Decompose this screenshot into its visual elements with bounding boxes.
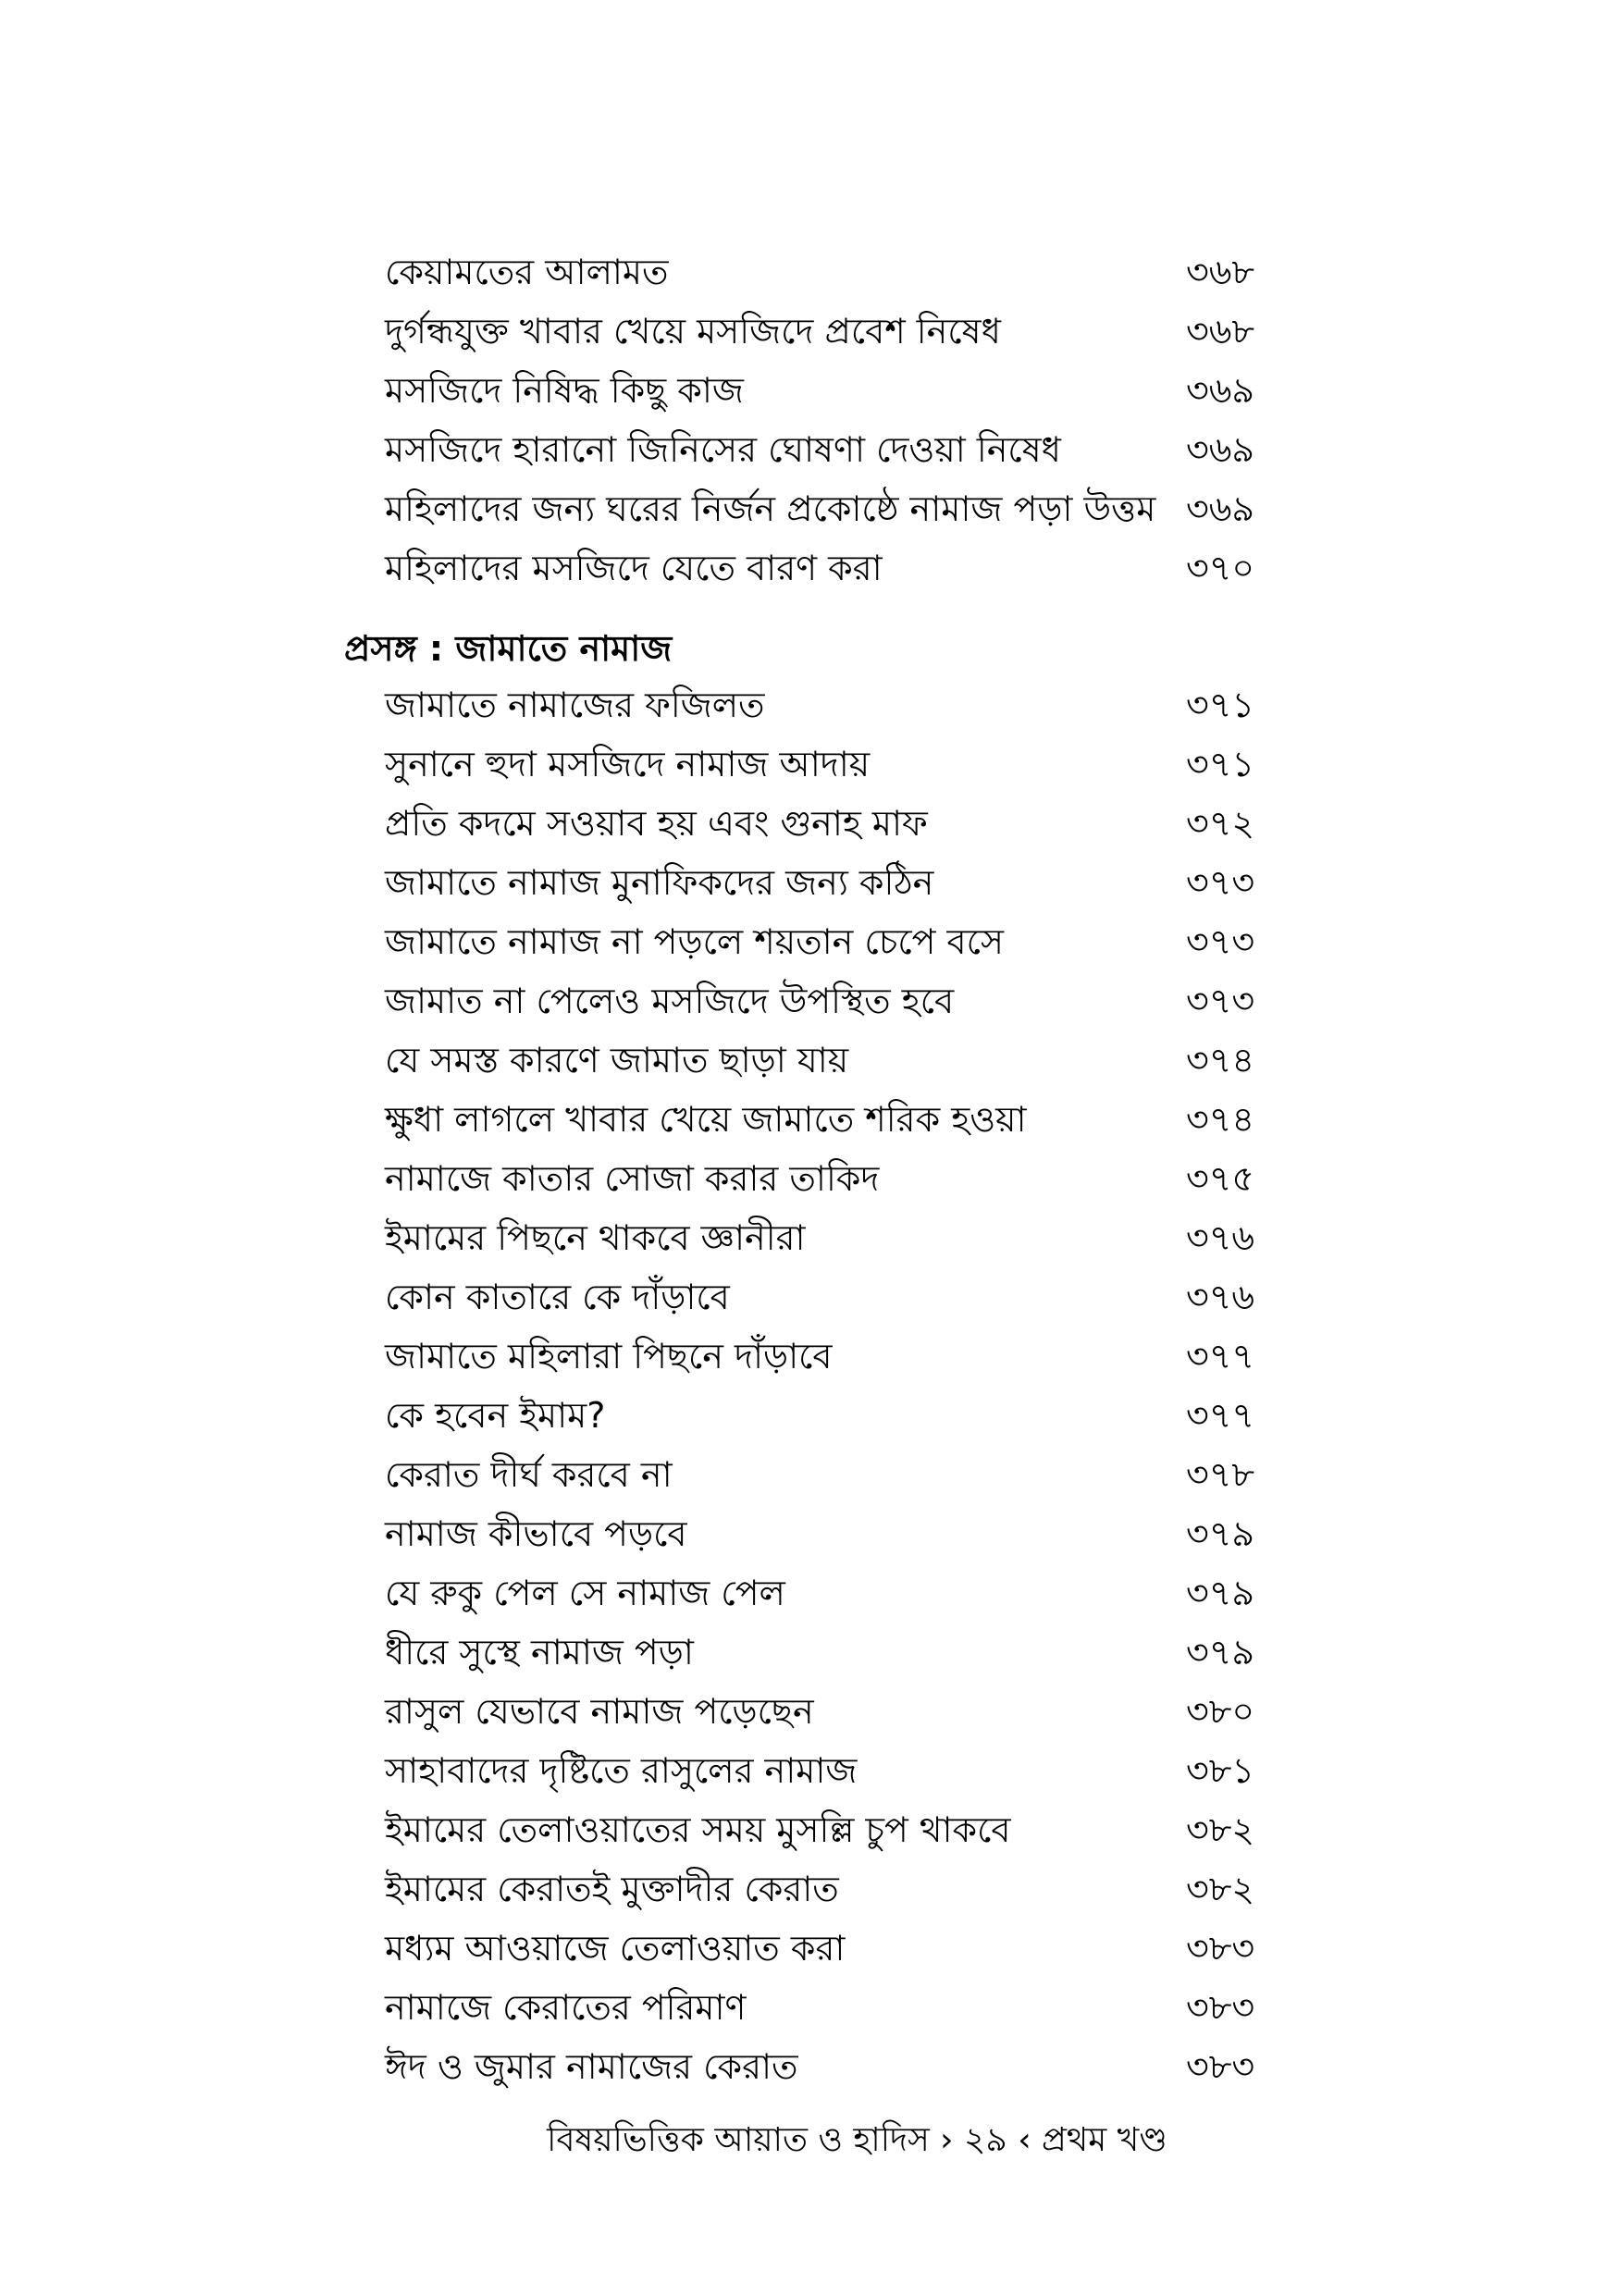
toc-entry-title: ইমামের তেলাওয়াতের সময় মুসল্লি চুপ থাকবে [385,1809,1011,1850]
toc-entry-title: যে রুকু পেল সে নামাজ পেল [385,1573,785,1613]
toc-entry-page: ৩৭২ [1186,803,1255,844]
toc-entry [0,1504,1618,1563]
toc-entry-title: নামাজে কাতার সোজা করার তাকিদ [385,1158,880,1199]
toc-entry-title: সুনানে হুদা মসজিদে নামাজ আদায় [385,744,871,784]
toc-entry-page: ৩৭৩ [1186,921,1255,962]
toc-entry [0,971,1618,1031]
toc-entry-page: ৩৭৯ [1186,1573,1255,1613]
toc-entry [0,1800,1618,1859]
toc-entry [0,1445,1618,1504]
toc-entry-title: মধ্যম আওয়াজে তেলাওয়াত করা [385,1928,846,1969]
footer-text: বিষয়ভিত্তিক আয়াত ও হাদিস › ২৯ ‹ প্রথম খণ্ড [547,2121,1167,2159]
toc-entry-page: ৩৮৩ [1186,1987,1255,2028]
toc-entry [0,853,1618,912]
toc-entry-title: প্রতি কদমে সওয়াব হয় এবং গুনাহ মাফ [385,803,928,844]
toc-entry-page: ৩৬৯ [1186,370,1255,411]
toc-entry [0,1919,1618,1978]
toc-entry [0,420,1618,479]
toc-entry-page: ৩৮৩ [1186,2046,1255,2087]
toc-entry-page: ৩৬৯ [1186,429,1255,470]
toc-entry-title: জামাতে নামাজের ফজিলত [385,685,765,725]
toc-entry-page: ৩৭৪ [1186,1099,1255,1140]
toc-entry [0,2037,1618,2096]
toc-entry [0,734,1618,794]
toc-entry-title: রাসুল যেভাবে নামাজ পড়েছেন [385,1691,814,1732]
toc-entry-page: ৩৭৩ [1186,981,1255,1021]
toc-entry [0,361,1618,420]
toc-entry [0,302,1618,361]
toc-entry-page: ৩৭৯ [1186,1513,1255,1554]
toc-entry-page: ৩৭১ [1186,685,1255,725]
toc-entry-page: ৩৮২ [1186,1869,1255,1909]
toc-entry-page: ৩৮২ [1186,1809,1255,1850]
toc-entry-title: দুর্গন্ধযুক্ত খাবার খেয়ে মসজিদে প্রবেশ নিষেধ [385,311,1001,352]
toc-entry-title: মসজিদে হারানো জিনিসের ঘোষণা দেওয়া নিষেধ [385,429,1061,470]
toc-entry-title: জামাত না পেলেও মসজিদে উপস্থিত হবে [385,981,955,1021]
toc-entry-title: জামাতে নামাজ না পড়লে শয়তান চেপে বসে [385,921,1005,962]
toc-entry [0,1978,1618,2037]
toc-entry-title: ইমামের কেরাতই মুক্তাদীর কেরাত [385,1869,839,1909]
toc-entry-title: ধীরে সুস্থে নামাজ পড়া [385,1632,694,1673]
toc-entry-title: কে হবেন ইমাম? [385,1395,606,1436]
toc-entry-title: ঈদ ও জুমার নামাজের কেরাত [385,2046,798,2087]
toc-entry [0,1031,1618,1090]
toc-entry-title: নামাজ কীভাবে পড়বে [385,1513,687,1554]
toc-entry-page: ৩৬৮ [1186,252,1255,292]
toc-entry [0,1682,1618,1741]
toc-entry-title: ক্ষুধা লাগলে খাবার খেয়ে জামাতে শরিক হওয়া [385,1099,1027,1140]
toc-entry-title: ইমামের পিছনে থাকবে জ্ঞানীরা [385,1217,806,1258]
toc-entry [0,1623,1618,1682]
toc-entry [0,242,1618,302]
toc-entry [0,1563,1618,1623]
toc-entry-page: ৩৭৫ [1186,1158,1255,1199]
toc-entry-title: মহিলাদের জন্য ঘরের নির্জন প্রকোষ্ঠে নামাজ পড়া উত্তম [385,488,1156,529]
toc-entry [0,912,1618,971]
toc-entry [0,479,1618,538]
toc-entry-page: ৩৭০ [1186,548,1255,588]
toc-entry-page: ৩৭১ [1186,744,1255,784]
toc-entry-page: ৩৬৮ [1186,311,1255,352]
toc-entry [0,1267,1618,1327]
toc-entry [0,1208,1618,1267]
toc-entry-page: ৩৬৯ [1186,488,1255,529]
toc-entry-title: জামাতে নামাজ মুনাফিকদের জন্য কঠিন [385,862,934,903]
toc-entry-title: জামাতে মহিলারা পিছনে দাঁড়াবে [385,1336,833,1376]
section-heading: প্রসঙ্গ : জামাতে নামাজ [344,628,673,669]
toc-entry-title: মহিলাদের মসজিদে যেতে বারণ করা [385,548,883,588]
toc-entry-page: ৩৭৬ [1186,1217,1255,1258]
toc-entry-page: ৩৭৭ [1186,1395,1255,1436]
toc-entry [0,538,1618,598]
toc-entry-title: মসজিদে নিষিদ্ধ কিছু কাজ [385,370,744,411]
toc-entry [0,1090,1618,1149]
toc-entry [0,1859,1618,1919]
toc-entry-page: ৩৮১ [1186,1750,1255,1791]
toc-entry-title: সাহাবাদের দৃষ্টিতে রাসুলের নামাজ [385,1750,858,1791]
toc-entry-page: ৩৭৮ [1186,1454,1255,1495]
page-footer [0,2111,1618,2170]
toc-entry-title: নামাজে কেরাতের পরিমাণ [385,1987,747,2028]
toc-entry-title: যে সমস্ত কারণে জামাত ছাড়া যায় [385,1040,849,1080]
toc-entry-title: কোন কাতারে কে দাঁড়াবে [385,1277,730,1317]
toc-entry-page: ৩৭৭ [1186,1336,1255,1376]
toc-entry [0,1149,1618,1208]
toc-entry [0,1741,1618,1800]
toc-entry-page: ৩৮০ [1186,1691,1255,1732]
toc-entry-title: কেয়ামতের আলামত [385,252,669,292]
toc-entry [0,1327,1618,1386]
toc-entry [0,1386,1618,1445]
toc-entry-page: ৩৭৯ [1186,1632,1255,1673]
toc-entry-page: ৩৭৬ [1186,1277,1255,1317]
toc-entry [0,794,1618,853]
toc-entry-page: ৩৮৩ [1186,1928,1255,1969]
toc-entry-page: ৩৭৩ [1186,862,1255,903]
toc-entry-title: কেরাত দীর্ঘ করবে না [385,1454,673,1495]
toc-entry [0,675,1618,734]
toc-entry-page: ৩৭৪ [1186,1040,1255,1080]
